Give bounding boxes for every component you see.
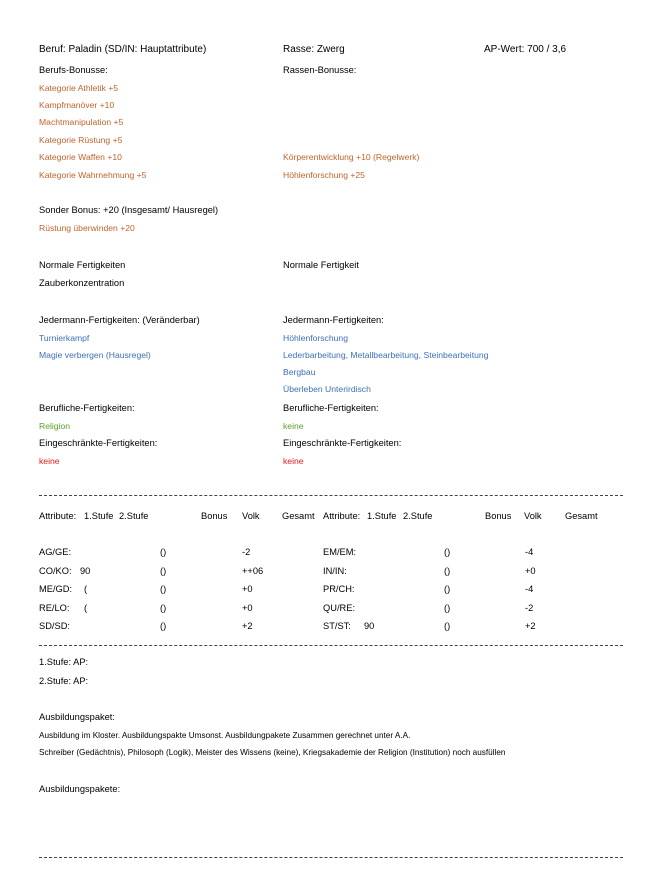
rasse-heading: Rasse: Zwerg	[283, 44, 345, 55]
berufs-bonus-item: Machtmanipulation +5	[39, 117, 124, 127]
berufs-bonus-item: Kategorie Athletik +5	[39, 83, 119, 93]
jedermann-right-item: Höhlenforschung	[283, 333, 348, 343]
ausbildung-line2: Schreiber (Gedächtnis), Philosoph (Logik), Meister des Wissens (keine), Kriegsakademie der Religion (Institution) noch ausfüllen	[39, 748, 506, 757]
attr-bonus: ()	[160, 584, 167, 594]
jedermann-right-item: Überleben Unterirdisch	[283, 384, 371, 394]
berufs-bonus-item: Kategorie Wahrnehmung +5	[39, 170, 147, 180]
berufliche-left-label: Berufliche-Fertigkeiten:	[39, 403, 135, 413]
attr-volk: -2	[525, 603, 534, 613]
jedermann-left-item: Turnierkampf	[39, 333, 90, 343]
attr-bonus: ()	[160, 547, 167, 557]
divider	[39, 645, 623, 646]
attr-header-gesamt-right: Gesamt	[565, 511, 598, 521]
sonder-bonus-item: Rüstung überwinden +20	[39, 223, 135, 233]
eingeschraenkte-left-item: keine	[39, 456, 60, 466]
jedermann-left-label: Jedermann-Fertigkeiten: (Veränderbar)	[39, 315, 200, 325]
attr-stufe1: (	[84, 603, 88, 613]
attr-header-volk-right: Volk	[524, 511, 542, 521]
berufliche-left-item: Religion	[39, 421, 71, 431]
berufliche-right-item: keine	[283, 421, 304, 431]
beruf-heading: Beruf: Paladin (SD/IN: Hauptattribute)	[39, 44, 207, 55]
attr-name: AG/GE:	[39, 547, 72, 557]
attr-name: IN/IN:	[323, 566, 347, 576]
berufs-bonus-item: Kampfmanöver +10	[39, 100, 115, 110]
attr-name: QU/RE:	[323, 603, 356, 613]
attr-name: CO/KO:	[39, 566, 72, 576]
sonder-bonus-label: Sonder Bonus: +20 (Insgesamt/ Hausregel)	[39, 205, 219, 215]
attr-header-stufe2-left: 2.Stufe	[119, 511, 149, 521]
jedermann-right-label: Jedermann-Fertigkeiten:	[283, 315, 384, 325]
berufliche-right-label: Berufliche-Fertigkeiten:	[283, 403, 379, 413]
berufs-bonus-item: Kategorie Rüstung +5	[39, 135, 123, 145]
ap-wert-heading: AP-Wert: 700 / 3,6	[484, 44, 567, 55]
attr-bonus: ()	[444, 621, 451, 631]
attr-stufe1: 90	[80, 566, 91, 576]
attr-volk: ++06	[242, 566, 264, 576]
normale-fertigkeiten-label: Normale Fertigkeiten	[39, 260, 126, 270]
divider	[39, 495, 623, 496]
attr-name: ST/ST:	[323, 621, 351, 631]
attr-name: PR/CH:	[323, 584, 355, 594]
attr-name: RE/LO:	[39, 603, 70, 613]
attr-name: SD/SD:	[39, 621, 70, 631]
attr-header-attribute-left: Attribute:	[39, 511, 77, 521]
ausbildungspaket-label: Ausbildungspaket:	[39, 712, 115, 722]
attr-volk: +0	[242, 603, 253, 613]
attr-bonus: ()	[160, 566, 167, 576]
rassen-bonusse-label: Rassen-Bonusse:	[283, 65, 357, 75]
attr-volk: +2	[525, 621, 536, 631]
eingeschraenkte-right-label: Eingeschränkte-Fertigkeiten:	[283, 438, 402, 448]
attr-volk: -4	[525, 547, 534, 557]
attr-bonus: ()	[160, 603, 167, 613]
attr-header-bonus-right: Bonus	[485, 511, 512, 521]
attr-volk: +0	[525, 566, 536, 576]
attr-name: ME/GD:	[39, 584, 73, 594]
berufs-bonusse-label: Berufs-Bonusse:	[39, 65, 108, 75]
ausbildung-line1: Ausbildung im Kloster. Ausbildungspakte Umsonst. Ausbildungpakete Zusammen gerechnet unter A.A.	[39, 731, 411, 740]
stufe1-ap: 1.Stufe: AP:	[39, 657, 89, 667]
eingeschraenkte-right-item: keine	[283, 456, 304, 466]
attr-header-stufe1-left: 1.Stufe	[84, 511, 114, 521]
jedermann-left-item: Magie verbergen (Hausregel)	[39, 350, 151, 360]
jedermann-right-item: Bergbau	[283, 367, 316, 377]
normale-fertigkeit-item: Zauberkonzentration	[39, 278, 125, 288]
divider	[39, 857, 623, 858]
attr-name: EM/EM:	[323, 547, 357, 557]
attr-bonus: ()	[444, 603, 451, 613]
attr-header-stufe1-right: 1.Stufe	[367, 511, 397, 521]
attr-header-volk-left: Volk	[242, 511, 260, 521]
rassen-bonus-item: Körperentwicklung +10 (Regelwerk)	[283, 152, 420, 162]
attr-bonus: ()	[444, 547, 451, 557]
attr-volk: +2	[242, 621, 253, 631]
stufe2-ap: 2.Stufe: AP:	[39, 676, 89, 686]
attr-header-gesamt-left: Gesamt	[282, 511, 315, 521]
attr-header-attribute-right: Attribute:	[323, 511, 361, 521]
rassen-bonus-item: Höhlenforschung +25	[283, 170, 365, 180]
attr-volk: -4	[525, 584, 534, 594]
attr-header-bonus-left: Bonus	[201, 511, 228, 521]
attr-volk: -2	[242, 547, 251, 557]
attr-volk: +0	[242, 584, 253, 594]
attr-bonus: ()	[444, 584, 451, 594]
normale-fertigkeit-label: Normale Fertigkeit	[283, 260, 359, 270]
berufs-bonus-item: Kategorie Waffen +10	[39, 152, 122, 162]
attr-header-stufe2-right: 2.Stufe	[403, 511, 433, 521]
attr-stufe1: (	[84, 584, 88, 594]
attr-bonus: ()	[444, 566, 451, 576]
ausbildungspakete-label: Ausbildungspakete:	[39, 784, 121, 794]
eingeschraenkte-left-label: Eingeschränkte-Fertigkeiten:	[39, 438, 158, 448]
attr-bonus: ()	[160, 621, 167, 631]
attr-stufe1: 90	[364, 621, 375, 631]
jedermann-right-item: Lederbarbeitung, Metallbearbeitung, Steinbearbeitung	[283, 350, 489, 360]
